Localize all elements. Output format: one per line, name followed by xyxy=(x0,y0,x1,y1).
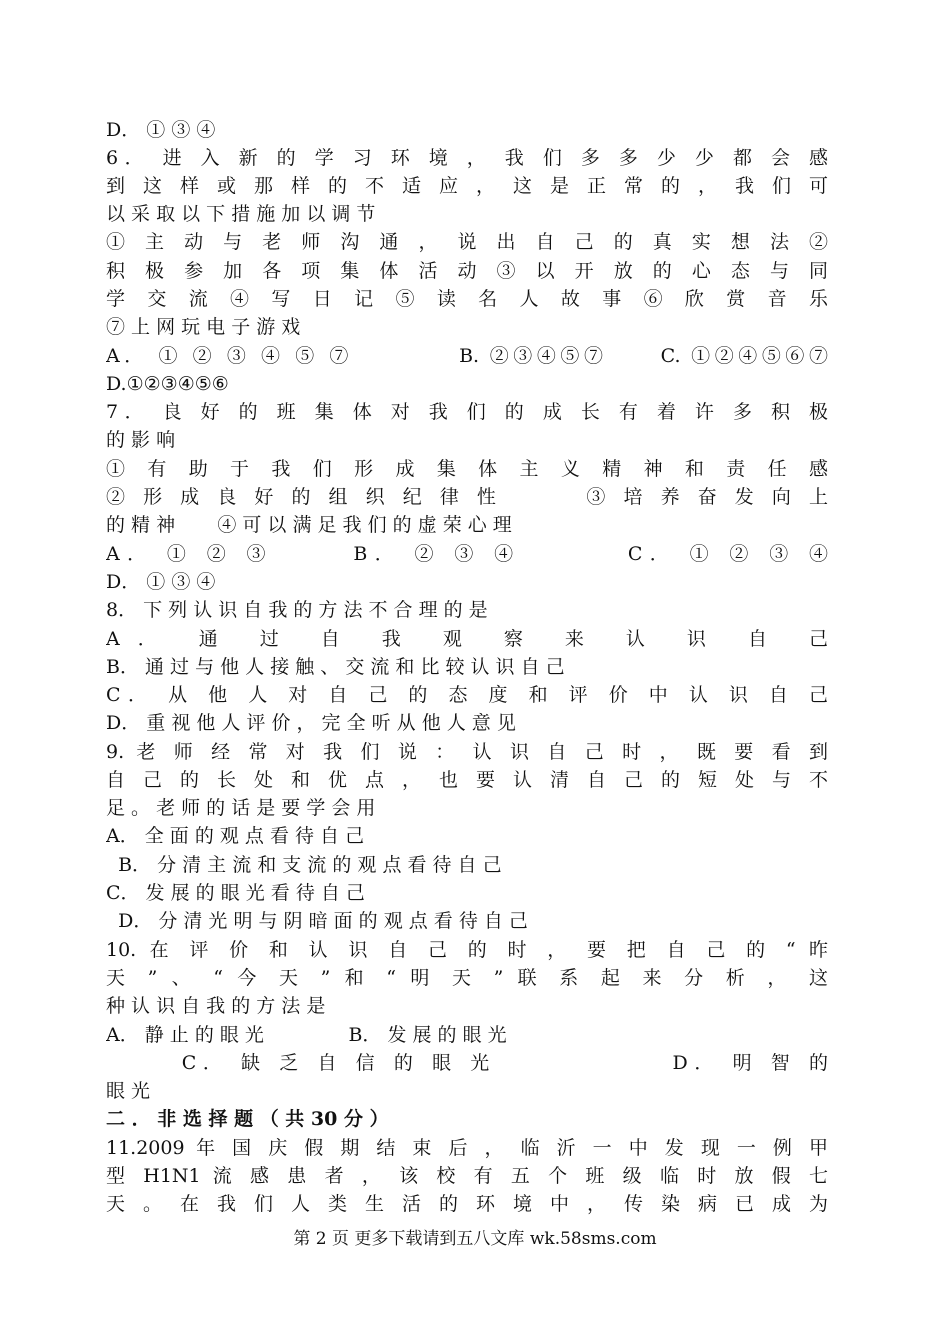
text-line: 11.2009 年 国 庆 假 期 结 束 后 ， 临 沂 一 中 发 现 一 例 甲 xyxy=(106,1137,828,1159)
text-line: D． 分 清 光 明 与 阴 暗 面 的 观 点 看 待 自 己 xyxy=(106,910,528,932)
text-line: 自 己 的 长 处 和 优 点 ， 也 要 认 清 自 己 的 短 处 与 不 xyxy=(106,769,828,791)
text-line: 天 。 在 我 们 人 类 生 活 的 环 境 中 ， 传 染 病 已 成 为 xyxy=(106,1193,828,1215)
text-line: C． 从 他 人 对 自 己 的 态 度 和 评 价 中 认 识 自 己 xyxy=(106,684,828,706)
text-line: A． 通 过 自 我 观 察 来 认 识 自 己 xyxy=(106,628,828,650)
text-line: 学 交 流 ④ 写 日 记 ⑤ 读 名 人 故 事 ⑥ 欣 赏 音 乐 xyxy=(106,288,828,310)
text-line: A． ① ② ③ B． ② ③ ④ C． ① ② ③ ④ xyxy=(106,543,828,565)
text-line: 6． 进 入 新 的 学 习 环 境 ， 我 们 多 多 少 少 都 会 感 xyxy=(106,147,828,169)
text-line: A． ① ② ③ ④ ⑤ ⑦ B. ②③④⑤⑦ C. ①②④⑤⑥⑦ xyxy=(106,345,828,367)
text-line: 7． 良 好 的 班 集 体 对 我 们 的 成 长 有 着 许 多 积 极 xyxy=(106,401,828,423)
text-line: D.①②③④⑤⑥ xyxy=(106,373,229,395)
text-line: ② 形 成 良 好 的 组 织 纪 律 性 ③ 培 养 奋 发 向 上 xyxy=(106,486,828,508)
text-line: D． ① ③ ④ xyxy=(106,119,216,141)
text-line: ① 主 动 与 老 师 沟 通 ， 说 出 自 己 的 真 实 想 法 ② xyxy=(106,231,828,253)
text-line: 8． 下 列 认 识 自 我 的 方 法 不 合 理 的 是 xyxy=(106,599,488,621)
text-line: 足 。 老 师 的 话 是 要 学 会 用 xyxy=(106,797,376,819)
text-line: D． 重 视 他 人 评 价 ， 完 全 听 从 他 人 意 见 xyxy=(106,712,516,734)
text-line: 10. 在 评 价 和 认 识 自 己 的 时 ， 要 把 自 己 的 “ 昨 xyxy=(106,939,828,961)
text-line: ⑦ 上 网 玩 电 子 游 戏 xyxy=(106,316,301,338)
text-line: 以 采 取 以 下 措 施 加 以 调 节 xyxy=(106,203,376,225)
text-line: 天 ” 、 “ 今 天 ” 和 “ 明 天 ” 联 系 起 来 分 析 ， 这 xyxy=(106,967,828,989)
page-footer: 第 2 页 更多下载请到五八文库 wk.58sms.com xyxy=(293,1229,657,1249)
text-line: 的 影 响 xyxy=(106,429,176,451)
text-line: C． 发 展 的 眼 光 看 待 自 己 xyxy=(106,882,365,904)
text-line: D． ① ③ ④ xyxy=(106,571,216,593)
text-line: ① 有 助 于 我 们 形 成 集 体 主 义 精 神 和 责 任 感 xyxy=(106,458,828,480)
text-line: C． 缺 乏 自 信 的 眼 光 D． 明 智 的 xyxy=(106,1052,828,1074)
text-line: A． 静 止 的 眼 光 B． 发 展 的 眼 光 xyxy=(106,1024,507,1046)
text-line: A． 全 面 的 观 点 看 待 自 己 xyxy=(106,825,365,847)
text-line: 9. 老 师 经 常 对 我 们 说 ： 认 识 自 己 时 ， 既 要 看 到 xyxy=(106,741,828,763)
text-line: 眼 光 xyxy=(106,1080,151,1102)
section-heading: 二 ． 非 选 择 题 （ 共 30 分 ） xyxy=(106,1108,389,1130)
text-line: B． 通 过 与 他 人 接 触 、 交 流 和 比 较 认 识 自 己 xyxy=(106,656,565,678)
text-line: B． 分 清 主 流 和 支 流 的 观 点 看 待 自 己 xyxy=(106,854,502,876)
text-line: 的 精 神 ④ 可 以 满 足 我 们 的 虚 荣 心 理 xyxy=(106,514,512,536)
text-line: 到 这 样 或 那 样 的 不 适 应 ， 这 是 正 常 的 ， 我 们 可 xyxy=(106,175,828,197)
text-line: 种 认 识 自 我 的 方 法 是 xyxy=(106,995,326,1017)
text-line: 积 极 参 加 各 项 集 体 活 动 ③ 以 开 放 的 心 态 与 同 xyxy=(106,260,828,282)
text-line: 型 H1N1 流 感 患 者 ， 该 校 有 五 个 班 级 临 时 放 假 七 xyxy=(106,1165,828,1187)
